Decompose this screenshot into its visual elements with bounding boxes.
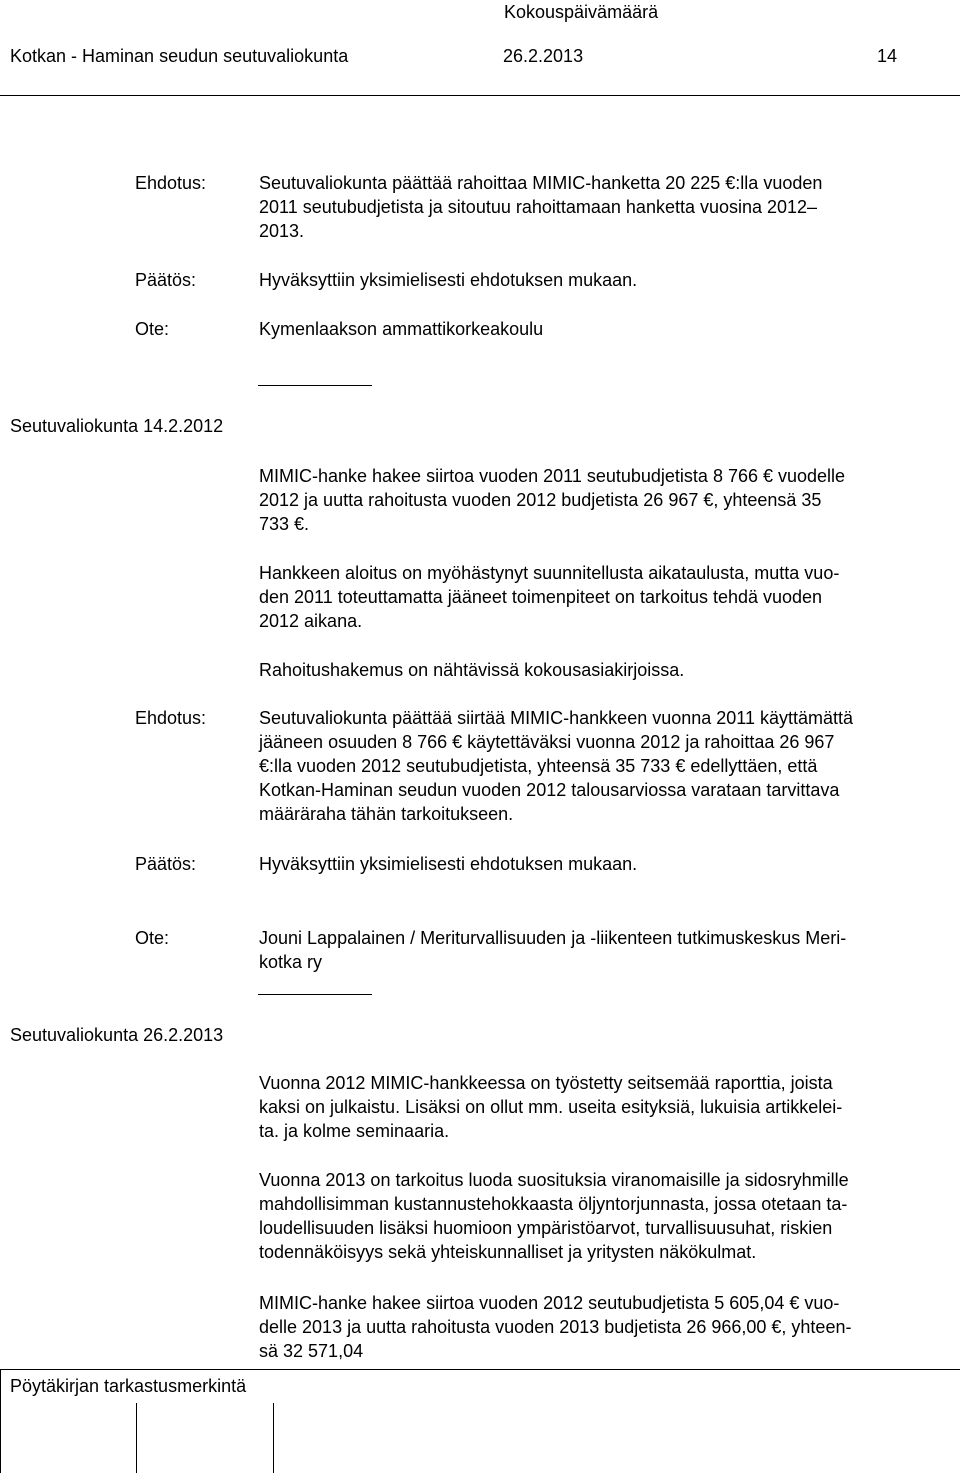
text-line: Jouni Lappalainen / Meriturvallisuuden ja -liikenteen tutkimuskeskus Meri-	[259, 928, 847, 948]
proposal-text	[259, 171, 955, 243]
excerpt-label: Ote:	[135, 928, 170, 948]
text-line: 2012 ja uutta rahoitusta vuoden 2012 budjetista 26 967 €, yhteensä 35	[259, 490, 822, 510]
paragraph	[259, 1168, 955, 1264]
text-line: 2011 seutubudjetista ja sitoutuu rahoittamaan hanketta vuosina 2012–	[259, 197, 818, 217]
decision-text: Hyväksyttiin yksimielisesti ehdotuksen mukaan.	[259, 270, 638, 290]
text-line: kotka ry	[259, 952, 323, 972]
page-number: 14	[877, 46, 898, 66]
signature-box-label: Pöytäkirjan tarkastusmerkintä	[10, 1376, 247, 1396]
text-line: MIMIC-hanke hakee siirtoa vuoden 2012 seutubudjetista 5 605,04 € vuo-	[259, 1293, 840, 1313]
text-line: 2013.	[259, 221, 305, 241]
signature-box	[0, 1369, 960, 1473]
text-line: sä 32 571,04	[259, 1341, 364, 1361]
text-line: €:lla vuoden 2012 seutubudjetista, yhteensä 35 733 € edellyttäen, että	[259, 756, 818, 776]
text-line: määräraha tähän tarkoitukseen.	[259, 804, 514, 824]
paragraph	[259, 464, 955, 536]
text-line: MIMIC-hanke hakee siirtoa vuoden 2011 seutubudjetista 8 766 € vuodelle	[259, 466, 846, 486]
text-line: delle 2013 ja uutta rahoitusta vuoden 2013 budjetista 26 966,00 €, yhteen-	[259, 1317, 852, 1337]
paragraph	[259, 1291, 955, 1363]
text-line: Vuonna 2013 on tarkoitus luoda suosituksia viranomaisille ja sidosryhmille	[259, 1170, 849, 1190]
text-line: Seutuvaliokunta päättää siirtää MIMIC-hankkeen vuonna 2011 käyttämättä	[259, 708, 854, 728]
section-separator	[258, 994, 372, 995]
text-line: 2012 aikana.	[259, 611, 363, 631]
organization-name: Kotkan - Haminan seudun seutuvaliokunta	[10, 46, 349, 66]
signature-box-left-border	[0, 1369, 1, 1473]
decision-label: Päätös:	[135, 270, 197, 290]
text-line: todennäköisyys sekä yhteiskunnalliset ja yritysten näkökulmat.	[259, 1242, 757, 1262]
excerpt-recipient: Kymenlaakson ammattikorkeakoulu	[259, 319, 544, 339]
decision-label: Päätös:	[135, 854, 197, 874]
text-line: Hankkeen aloitus on myöhästynyt suunnitellusta aikataulusta, mutta vuo-	[259, 563, 840, 583]
proposal-text	[259, 706, 955, 826]
section-heading: Seutuvaliokunta 26.2.2013	[10, 1025, 224, 1045]
section-separator	[258, 385, 372, 386]
text-line: ta. ja kolme seminaaria.	[259, 1121, 450, 1141]
signature-cell-divider	[136, 1403, 137, 1473]
text-line: jääneen osuuden 8 766 € käytettäväksi vuonna 2012 ja rahoittaa 26 967	[259, 732, 835, 752]
header-divider	[0, 95, 960, 96]
text-line: Vuonna 2012 MIMIC-hankkeessa on työstetty seitsemää raporttia, joista	[259, 1073, 833, 1093]
text-line: Seutuvaliokunta päättää rahoittaa MIMIC-hanketta 20 225 €:lla vuoden	[259, 173, 823, 193]
signature-box-top-border	[0, 1369, 960, 1370]
paragraph: Rahoitushakemus on nähtävissä kokousasiakirjoissa.	[259, 660, 685, 680]
meeting-date-label: Kokouspäivämäärä	[504, 2, 659, 22]
text-line: mahdollisimman kustannustehokkaasta öljyntorjunnasta, jossa otetaan ta-	[259, 1194, 848, 1214]
proposal-label: Ehdotus:	[135, 173, 207, 193]
text-line: 733 €.	[259, 514, 310, 534]
proposal-label: Ehdotus:	[135, 708, 207, 728]
text-line: Kotkan-Haminan seudun vuoden 2012 talousarviossa varataan tarvittava	[259, 780, 840, 800]
text-line: den 2011 toteuttamatta jääneet toimenpiteet on tarkoitus tehdä vuoden	[259, 587, 823, 607]
section-heading: Seutuvaliokunta 14.2.2012	[10, 416, 224, 436]
paragraph	[259, 561, 955, 633]
excerpt-recipient	[259, 926, 955, 974]
excerpt-label: Ote:	[135, 319, 170, 339]
text-line: kaksi on julkaistu. Lisäksi on ollut mm. useita esityksiä, lukuisia artikkelei-	[259, 1097, 843, 1117]
text-line: loudellisuuden lisäksi huomioon ympäristöarvot, turvallisuusuhat, riskien	[259, 1218, 833, 1238]
signature-cell-divider	[273, 1403, 274, 1473]
meeting-date: 26.2.2013	[503, 46, 584, 66]
paragraph	[259, 1071, 955, 1143]
decision-text: Hyväksyttiin yksimielisesti ehdotuksen mukaan.	[259, 854, 638, 874]
